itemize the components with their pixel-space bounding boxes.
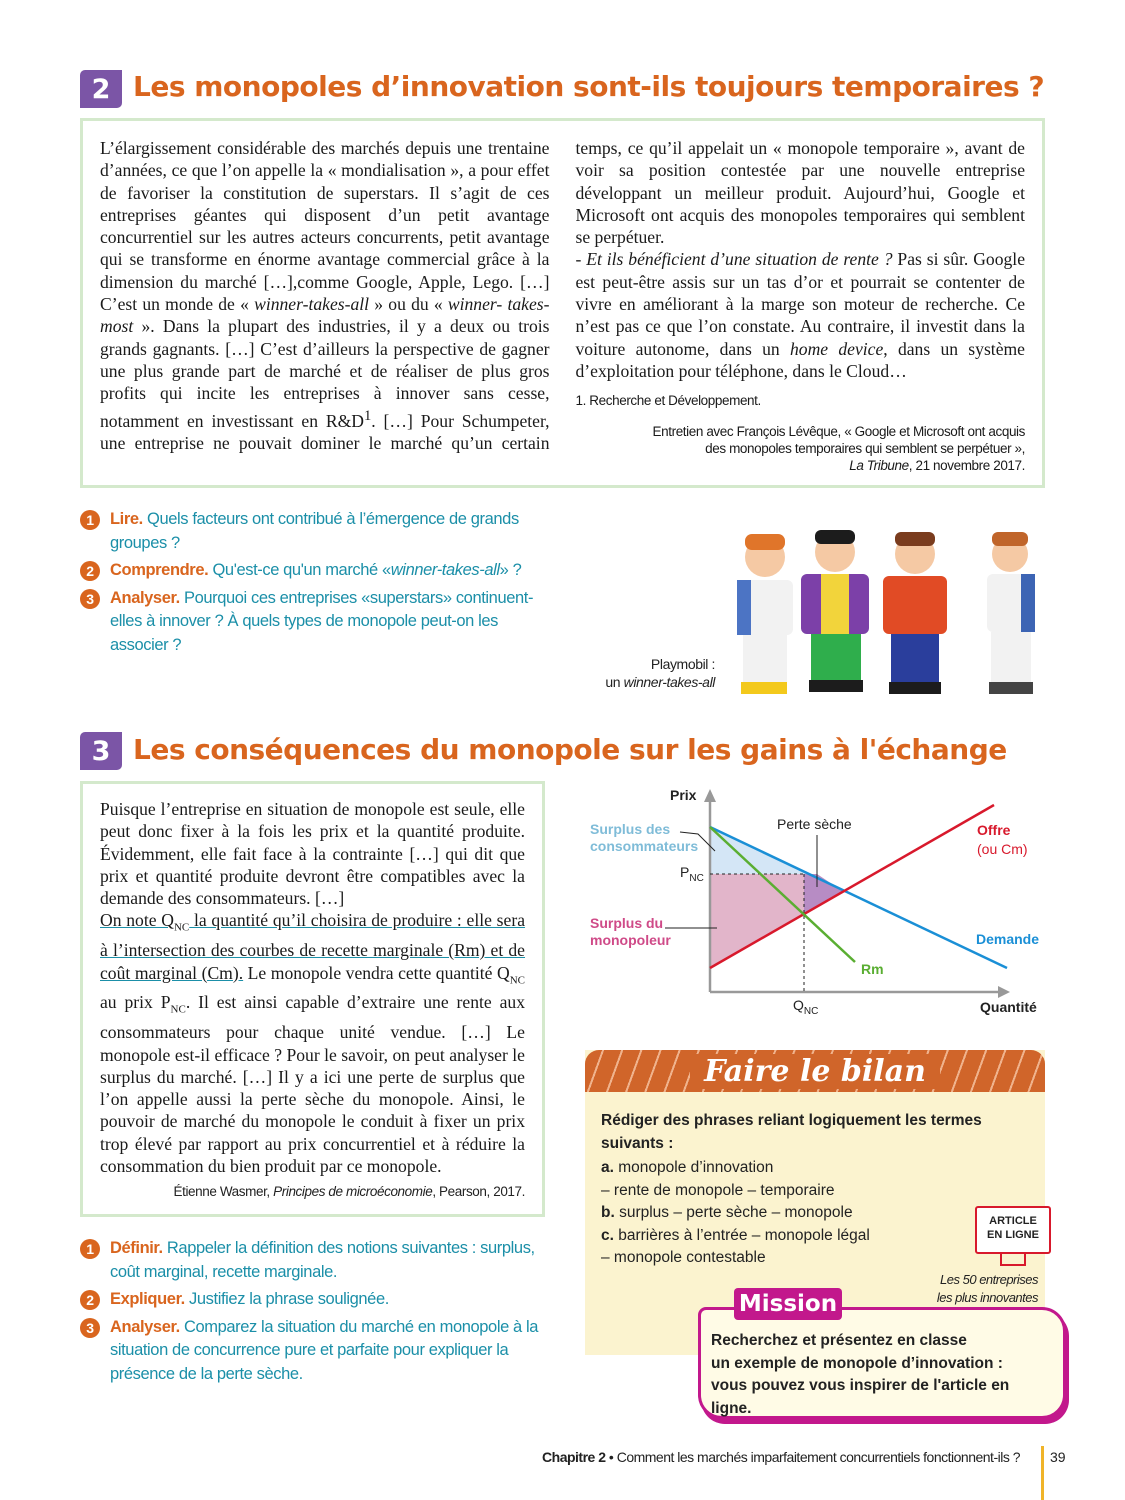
section-title: Les conséquences du monopole sur les gains à l'échange xyxy=(133,733,1007,766)
source: Entretien avec François Lévêque, « Google et Microsoft ont acquis des monopoles temporaires qui semblent se perpétuer », La Tribune, 21 novembre 2017. xyxy=(652,423,1025,473)
page-number: 39 xyxy=(1050,1449,1066,1465)
questions xyxy=(80,1237,550,1386)
supply-label: Offre (ou Cm) xyxy=(977,822,1028,857)
bilan-body xyxy=(585,1092,1045,1288)
figure-3 xyxy=(883,532,947,694)
source: Étienne Wasmer, Principes de microéconomie, Pearson, 2017. xyxy=(173,1184,525,1200)
text: Puisque l’entreprise en situation de monopole est seule, elle peut donc fixer à la fois les prix et la quantité produite. Évidemment, elle fait face à la contrainte […] qui dit que prix et quantité produite devront être compatibles avec la demande des consommateurs. […] xyxy=(100,799,525,909)
bilan-item: b. surplus – perte sèche – monopole xyxy=(601,1204,853,1221)
question-3: 3 Analyser. Pourquoi ces entreprises «superstars» continuent-elles à innover ? À quels types de monopole peut-on les associer ? xyxy=(80,587,550,658)
text: winner-takes-all xyxy=(254,294,370,315)
document-box xyxy=(80,781,545,1217)
text: - Et ils bénéficient d’une situation de rente ? xyxy=(575,249,893,270)
figure-1 xyxy=(737,534,793,694)
pnc-label: $P_{NC}$ xyxy=(680,864,704,884)
text: winner- takes-most xyxy=(100,294,550,337)
bilan-title: Faire le bilan xyxy=(690,1054,940,1089)
footer-divider xyxy=(1041,1446,1044,1500)
document-box xyxy=(80,118,1045,488)
y-axis-label: Prix xyxy=(670,787,697,803)
mission-text: vous pouvez vous inspirer de l'article en ligne. xyxy=(711,1377,1010,1417)
qnc-label: $Q_{NC}$ xyxy=(793,997,819,1017)
underlined-sentence: On note $Q_{NC}$ la quantité qu’il choisira de produire : elle sera à l’intersection des courbes de recette marginale (Rm) et de coût marginal (Cm). xyxy=(100,910,526,983)
mission-text: un exemple de monopole d’innovation : xyxy=(711,1354,1003,1372)
text: home device xyxy=(790,338,884,359)
question-2: 2 Comprendre. Qu'est-ce qu'un marché «winner-takes-all» ? xyxy=(80,559,550,583)
question-3: 3 Analyser. Comparez la situation du marché en monopole à la situation de concurrence pure et parfaite pour expliquer la présence de la perte sèche. xyxy=(80,1316,550,1387)
text: , dans un système d’exploitation pour téléphone, dans le Cloud… xyxy=(575,338,1025,381)
monopoly-surplus-chart xyxy=(580,780,1050,1020)
mission-box xyxy=(698,1307,1066,1419)
question-2: 2 Expliquer. Justifiez la phrase soulignée. xyxy=(80,1288,550,1312)
question-1: 1 Définir. Rappeler la définition des notions suivantes : surplus, coût marginal, recette marginale. xyxy=(80,1237,550,1284)
footnote-ref: 1 xyxy=(363,407,372,424)
questions xyxy=(80,508,550,657)
bilan-item: c. barrières à l’entrée – monopole légal xyxy=(601,1226,870,1244)
bilan-item: a. monopole d’innovation xyxy=(601,1159,774,1176)
figure-2 xyxy=(801,530,869,692)
text: Pas si sûr. Google est peut-être assis sur un tas d’or et pourrait se contenter de vivre en améliorant à la marge son moteur de recherche. Ce n’est pas ce que l’on constate. Au contraire, il investit dans la voiture autonome, dans un xyxy=(575,249,1025,359)
mission-tag: Mission xyxy=(734,1288,842,1320)
section-number: 3 xyxy=(80,732,122,770)
demand-label: Demande xyxy=(976,931,1040,947)
rm-label: Rm xyxy=(861,961,884,977)
bilan-item: – monopole contestable xyxy=(601,1249,766,1266)
text: ». Dans la plupart des industries, il y a deux ou trois grands gagnants. […] C’est d’ailleurs la perspective de gagner une plus grande part de marché et de réaliser de plus gros profits qui incite les entreprises à innover sans cesse, notamment en investissant en R&D xyxy=(100,316,550,431)
article-caption[interactable]: Les 50 entreprises les plus innovantes xyxy=(936,1272,1038,1305)
x-axis-label: Quantité xyxy=(980,999,1037,1015)
document-text: Puisque l’entreprise en situation de monopole est seule, elle peut donc fixer à la fois les prix et la quantité produite. Évidemment, elle fait face à la contrainte […] qui dit que prix et quantité produite devront être compatibles avec la demande des consommateurs. […] On note $Q_{NC}$ la quantité qu’il choisira de produire : elle sera à l’intersection des courbes de recette marginale (Rm) et de coût marginal (Cm). Le monopole vendra cette quantité $Q_{NC}$ au prix $P_{NC}$. Il est ainsi capable d’extraire une rente aux consommateurs pour chaque unité vendue. […] Le monopole est-il efficace ? Pour le savoir, on peut analyser le surplus du marché. […] Il y a ici une perte de surplus que l’on appelle aussi la perte sèche du monopole. Ainsi, le pouvoir de marché du monopole le conduit à fixer un prix trop élevé par rapport au prix concurrentiel et à réduire la consommation du bien produit par ce monopole. xyxy=(100,799,526,1176)
footnote: 1. Recherche et Développement. xyxy=(575,393,761,409)
section-title: Les monopoles d’innovation sont-ils toujours temporaires ? xyxy=(133,70,1045,103)
bilan-item: – rente de monopole – temporaire xyxy=(601,1181,835,1199)
mission-text: Recherchez et présentez en classe xyxy=(711,1332,967,1349)
section-number: 2 xyxy=(80,70,122,108)
playmobil-figures-image xyxy=(725,512,1045,702)
deadweight-label: Perte sèche xyxy=(777,816,852,832)
consumer-surplus-label: Surplus des consommateurs xyxy=(590,821,699,854)
article-online-button[interactable]: ARTICLE EN LIGNE xyxy=(975,1206,1051,1254)
footer-chapter: Chapitre 2 • Comment les marchés imparfaitement concurrentiels fonctionnent-ils ? xyxy=(542,1449,1020,1465)
image-caption: Playmobil : un winner-takes-all xyxy=(605,656,715,690)
monitor-stand-icon xyxy=(1000,1254,1026,1266)
monopoly-surplus-label: Surplus du monopoleur xyxy=(590,915,671,948)
bilan-header xyxy=(585,1050,1045,1092)
figure-4 xyxy=(987,532,1035,694)
question-1: 1 Lire. Quels facteurs ont contribué à l’émergence de grands groupes ? xyxy=(80,508,550,555)
text: L’élargissement considérable des marchés depuis une trentaine d’années, ce que l’on appelle la « mondialisation », a pour effet de favoriser la constitution de superstars. Il s’agit de ces entreprises géantes qui disposent d’un petit avantage concurrentiel sur les autres acteurs concurrents, petit avantage qui se transforme en énorme avantage commercial grâce à la dimension du marché […],comme Google, Apple, Lego. […] C’est un monde de « xyxy=(100,138,550,315)
text: » ou du « xyxy=(369,294,448,315)
text: . […] Pour Schumpeter, une entreprise ne pouvait dominer le marché qu’un certain temps, ce qu’il appelait un « monopole temporaire », avant de voir sa position contestée par une nouvelle entreprise développant un meilleur produit. Aujourd’hui, Google et Microsoft ont acquis des monopoles temporaires qui semblent se perpétuer. xyxy=(100,138,1025,453)
article-text xyxy=(100,137,1025,474)
bilan-intro: Rédiger des phrases reliant logiquement les termes suivants : xyxy=(601,1112,982,1152)
